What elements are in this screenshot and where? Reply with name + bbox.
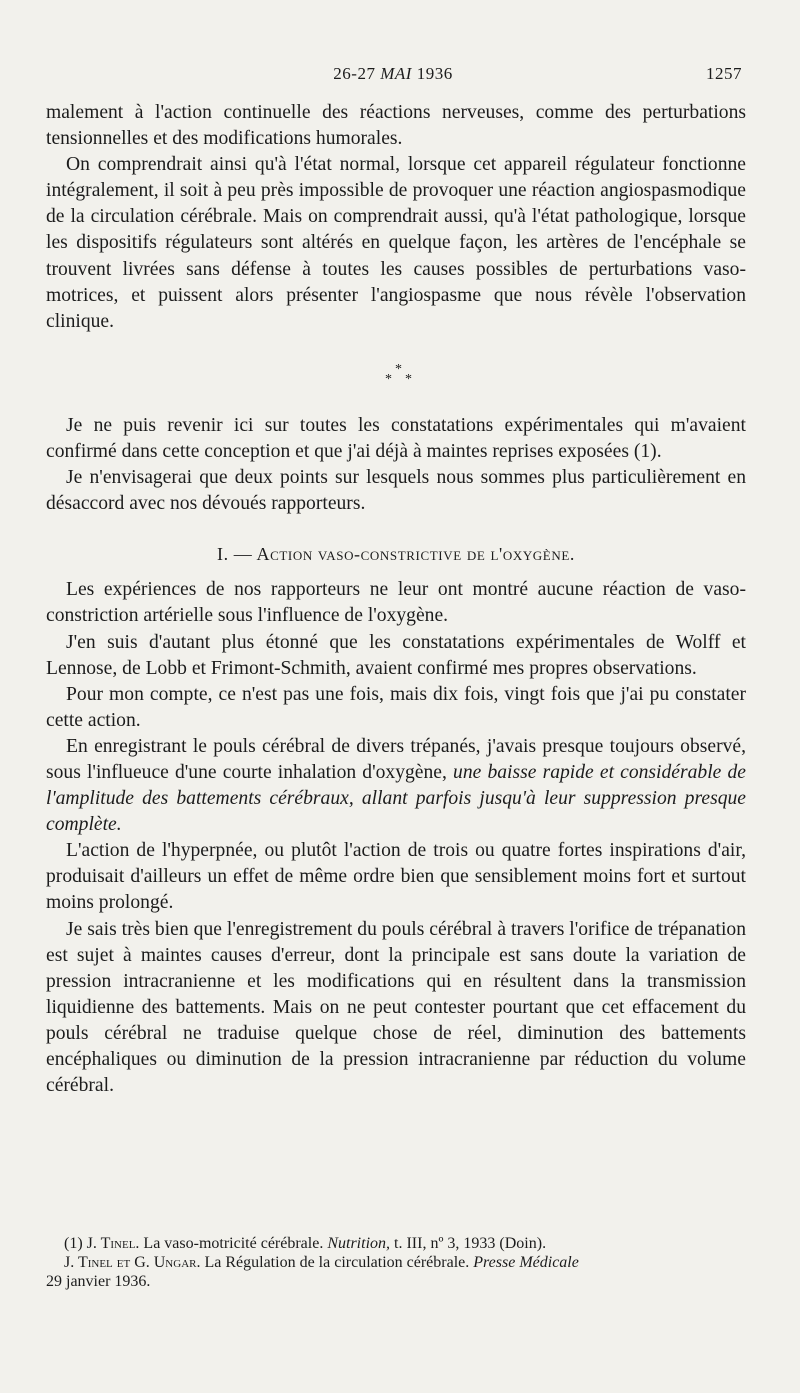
paragraph: Pour mon compte, ce n'est pas une fois, mais dix fois, vingt fois que j'ai pu constater cette action.	[46, 683, 746, 731]
footnote-2	[46, 1253, 746, 1291]
asterism-star: *	[385, 371, 392, 387]
running-header	[46, 60, 740, 88]
paragraph: malement à l'action continuelle des réactions nerveuses, comme des perturbations tensionnelles et des modifications humorales.	[46, 102, 746, 150]
header-year: 1936	[416, 64, 453, 83]
page-number: 1257	[706, 64, 742, 83]
header-date	[46, 64, 740, 84]
footnote-reference: 29 janvier 1936.	[46, 1273, 151, 1290]
asterism-star: *	[395, 361, 402, 377]
header-date-prefix: 26-27	[333, 64, 376, 83]
paragraph: Les expériences de nos rapporteurs ne leur ont montré aucune réaction de vaso-constriction artérielle sous l'influence de l'oxygène.	[46, 579, 746, 627]
paragraph: L'action de l'hyperpnée, ou plutôt l'action de trois ou quatre fortes inspirations d'air, produisait d'ailleurs un effet de même ordre bien que sensiblement moins fort et surtout moins prolongé.	[46, 840, 746, 914]
paragraph-with-emphasis	[46, 734, 746, 838]
paragraph: J'en suis d'autant plus étonné que les constatations expérimentales de Wolff et Lennose, de Lobb et Frimont-Schmith, avaient confirmé mes propres observations.	[46, 631, 746, 679]
footnote-journal: Nutrition,	[327, 1235, 391, 1252]
footnote-reference: t. III, nº 3, 1933 (Doin).	[394, 1235, 547, 1252]
asterism-star: *	[405, 371, 412, 387]
paragraph: Je sais très bien que l'enregistrement du pouls cérébral à travers l'orifice de trépanation est sujet à maintes causes d'erreur, dont la principale est sans doute la variation de pression intracranienne et les modifications qui en résultent dans la transmission liquidienne des battements. Mais on ne peut contester pourtant que cet effacement du pouls cérébral ne traduise quelque chose de réel, diminution des battements encéphaliques ou diminution de la pression intracranienne par réduction du volume cérébral.	[46, 918, 746, 1097]
header-month: MAI	[380, 64, 412, 83]
footnotes	[46, 1234, 746, 1291]
paragraph: Je ne puis revenir ici sur toutes les constatations expérimentales qui m'avaient confirmé dans cette conception et que j'ai déjà à maintes reprises exposées (1).	[46, 414, 746, 462]
footnote-journal: Presse Médicale	[473, 1254, 579, 1271]
paragraph: Je n'envisagerai que deux points sur lesquels nous sommes plus particulièrement en désaccord avec nos dévoués rapporteurs.	[46, 467, 746, 515]
emphasized-text: une baisse rapide et considérable de l'amplitude des battements cérébraux, allant parfois jusqu'à leur suppression presque complète.	[46, 761, 746, 836]
footnote-title: La vaso-motricité cérébrale.	[143, 1235, 324, 1252]
section-title: I. — Action vaso-constrictive de l'oxygène.	[217, 544, 575, 565]
paragraph: On comprendrait ainsi qu'à l'état normal, lorsque cet appareil régulateur fonctionne intégralement, il soit à peu près impossible de provoquer une réaction angiospasmodique de la circulation cérébrale. Mais on comprendrait aussi, qu'à l'état pathologique, lorsque les dispositifs régulateurs sont altérés en quelque façon, les artères de l'encéphale se trouvent livrées sans défense à toutes les causes possibles de perturbations vaso-motrices, et puissent alors présenter l'angiospasme que nous révèle l'observation clinique.	[46, 154, 746, 332]
footnote-author: J. Tinel et G. Ungar.	[64, 1254, 201, 1271]
footnote-title: La Régulation de la circulation cérébrale.	[204, 1254, 470, 1271]
body-text	[46, 100, 746, 1099]
footnote-marker: (1)	[64, 1235, 83, 1252]
asterism	[46, 335, 746, 413]
footnote-1	[46, 1234, 746, 1253]
footnote-author: J. Tinel.	[86, 1235, 140, 1252]
paragraph-lead: En enregistrant le pouls cérébral de divers trépanés, j'avais presque toujours observé, sous l'influeuce d'une courte inhalation d'oxygène,	[46, 735, 746, 783]
